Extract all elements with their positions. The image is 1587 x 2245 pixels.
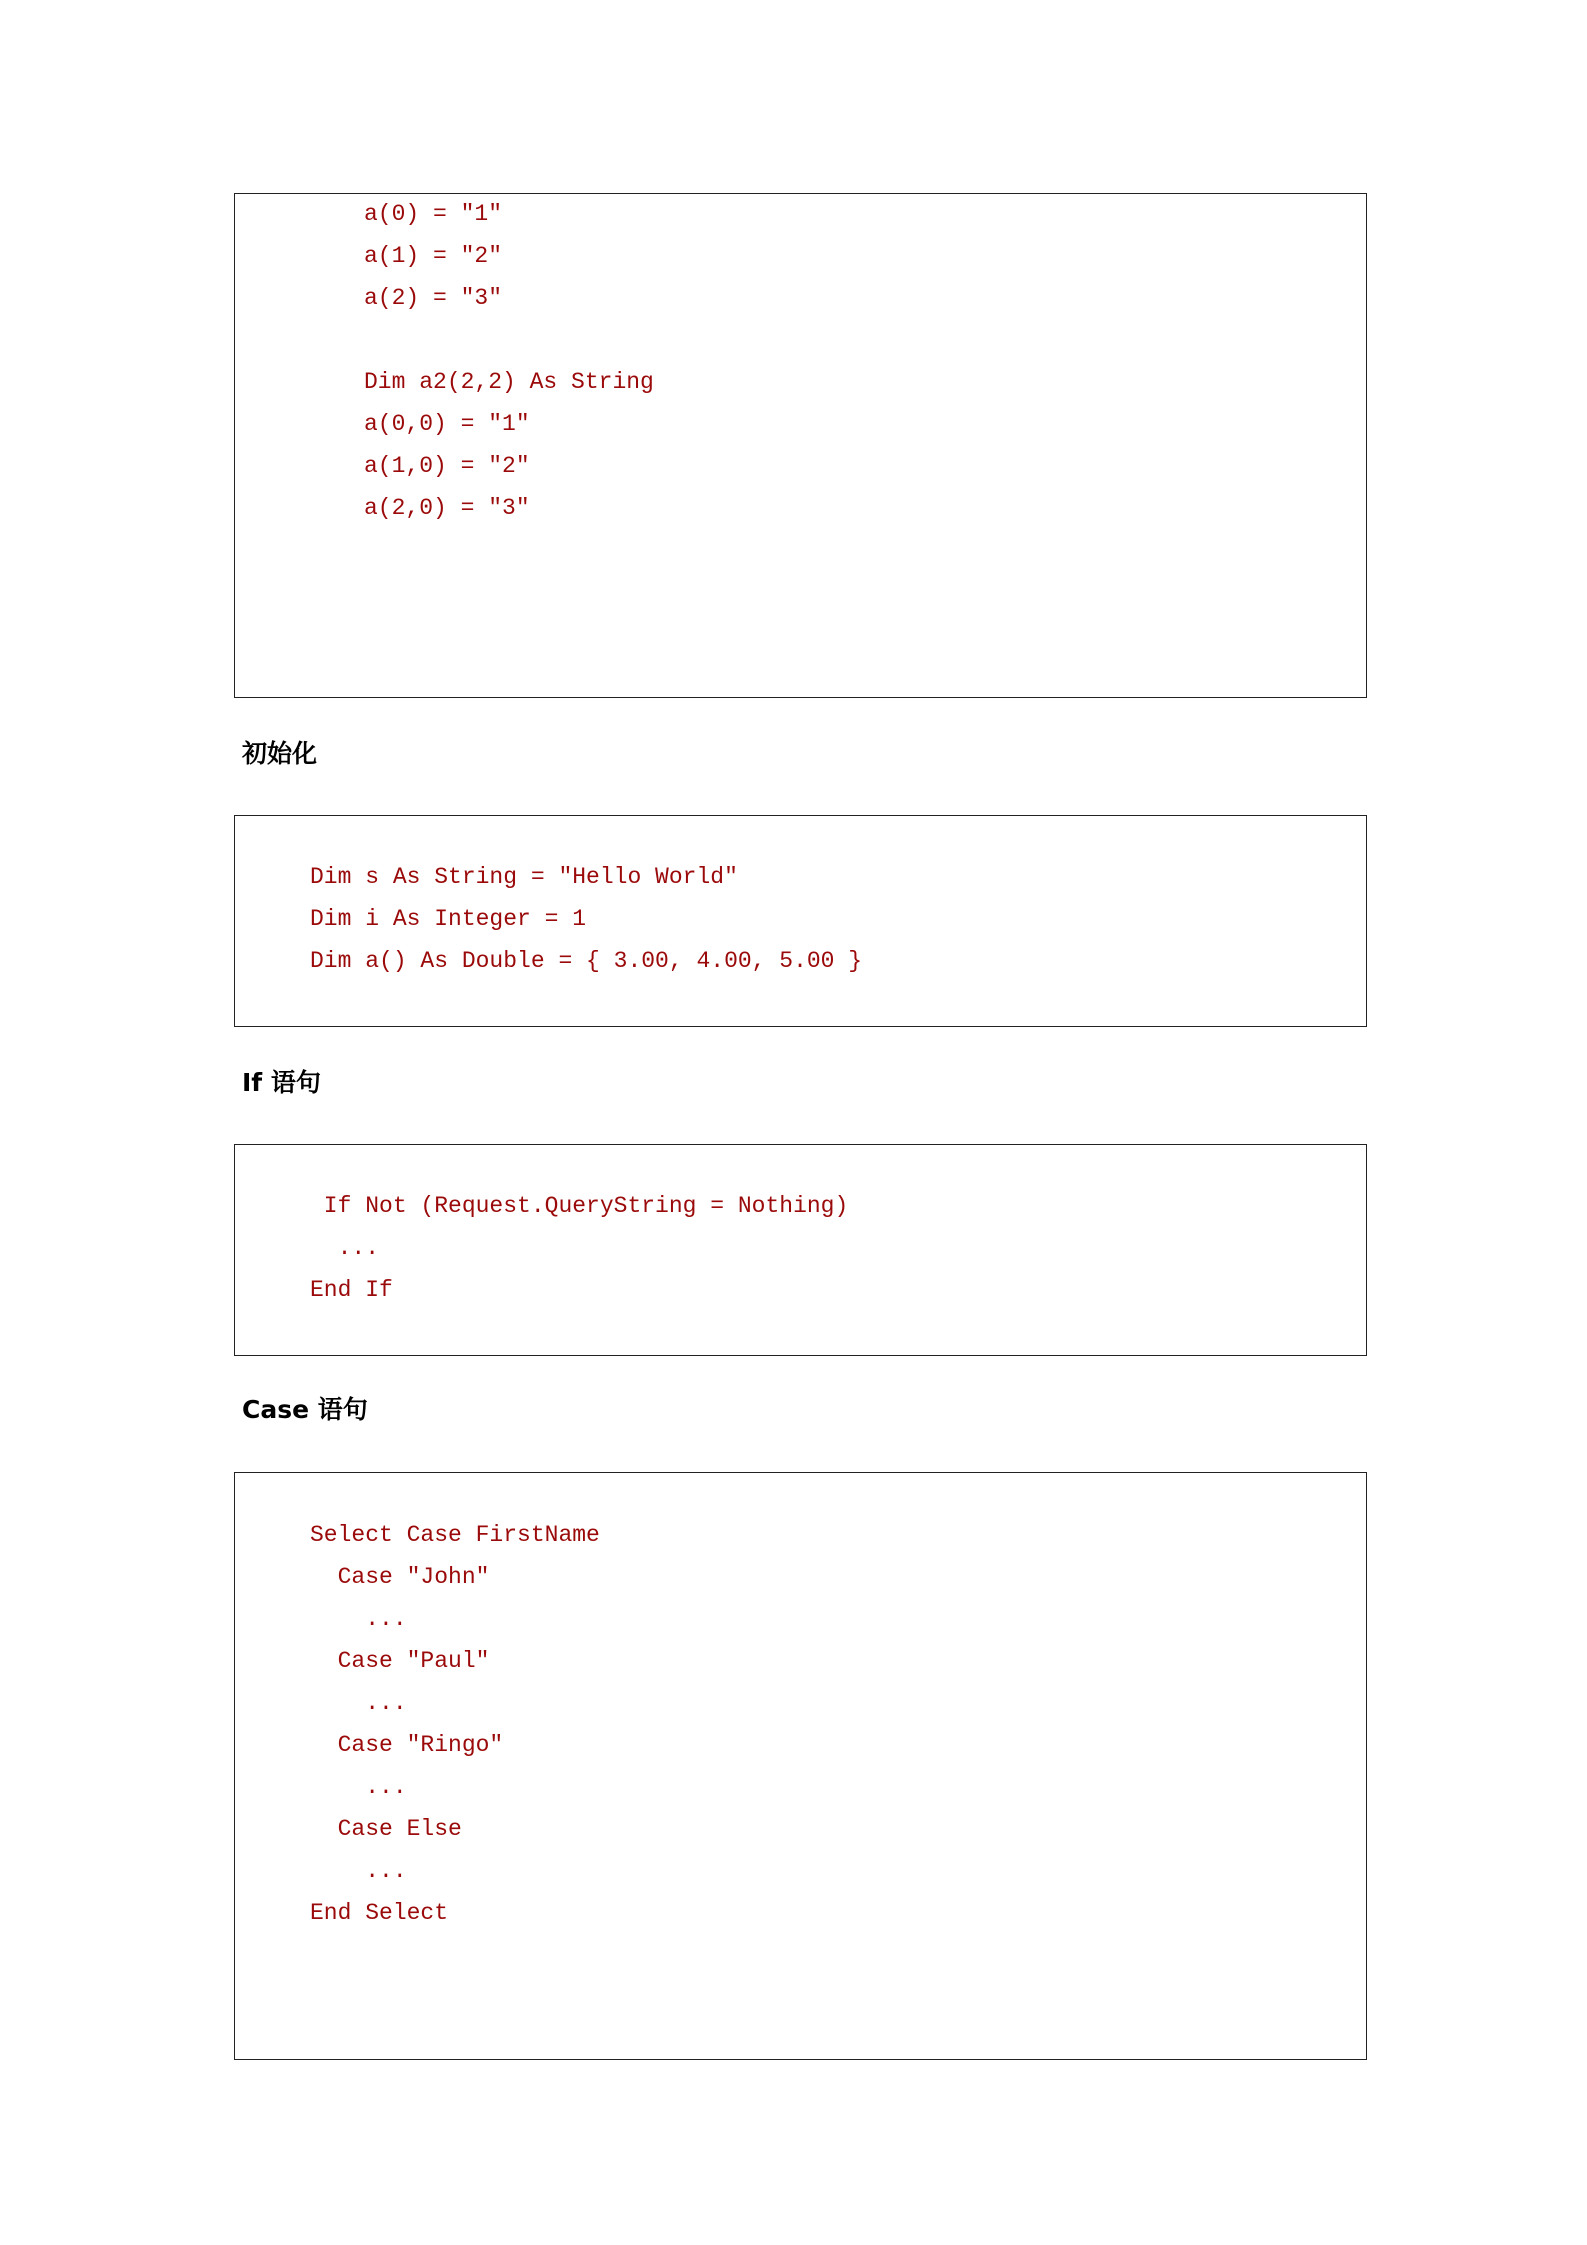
code-line: Case "Ringo" (310, 1732, 504, 1758)
code-line: ... (310, 1235, 380, 1261)
code-line: ... (310, 1606, 407, 1632)
heading-case-statement: Case 语句 (242, 1395, 368, 1424)
code-block-if (310, 1185, 848, 1311)
code-line: If Not (Request.QueryString = Nothing) (310, 1193, 849, 1219)
code-line: a(2) = "3" (364, 285, 503, 311)
code-line: Case "John" (310, 1564, 490, 1590)
code-line: End If (310, 1277, 393, 1303)
code-line: a(0) = "1" (364, 201, 503, 227)
code-line: ... (310, 1690, 407, 1716)
code-line: a(1) = "2" (364, 243, 503, 269)
code-line: a(1,0) = "2" (364, 453, 530, 479)
code-line: a(0,0) = "1" (364, 411, 530, 437)
code-line: Dim i As Integer = 1 (310, 906, 587, 932)
code-line: ... (310, 1858, 407, 1884)
code-line: End Select (310, 1900, 449, 1926)
code-line: ... (310, 1774, 407, 1800)
code-line: Case "Paul" (310, 1648, 490, 1674)
code-block-case (310, 1514, 600, 1934)
code-block-arrays (364, 193, 654, 529)
code-block-initialization (310, 856, 862, 982)
code-line: Dim a() As Double = { 3.00, 4.00, 5.00 } (310, 948, 863, 974)
code-line: Case Else (310, 1816, 462, 1842)
code-line: Dim a2(2,2) As String (364, 369, 654, 395)
code-line: a(2,0) = "3" (364, 495, 530, 521)
code-line (364, 319, 654, 361)
heading-if-statement: If 语句 (242, 1068, 321, 1097)
code-line: Select Case FirstName (310, 1522, 600, 1548)
code-line: Dim s As String = "Hello World" (310, 864, 738, 890)
heading-initialization: 初始化 (242, 739, 318, 768)
